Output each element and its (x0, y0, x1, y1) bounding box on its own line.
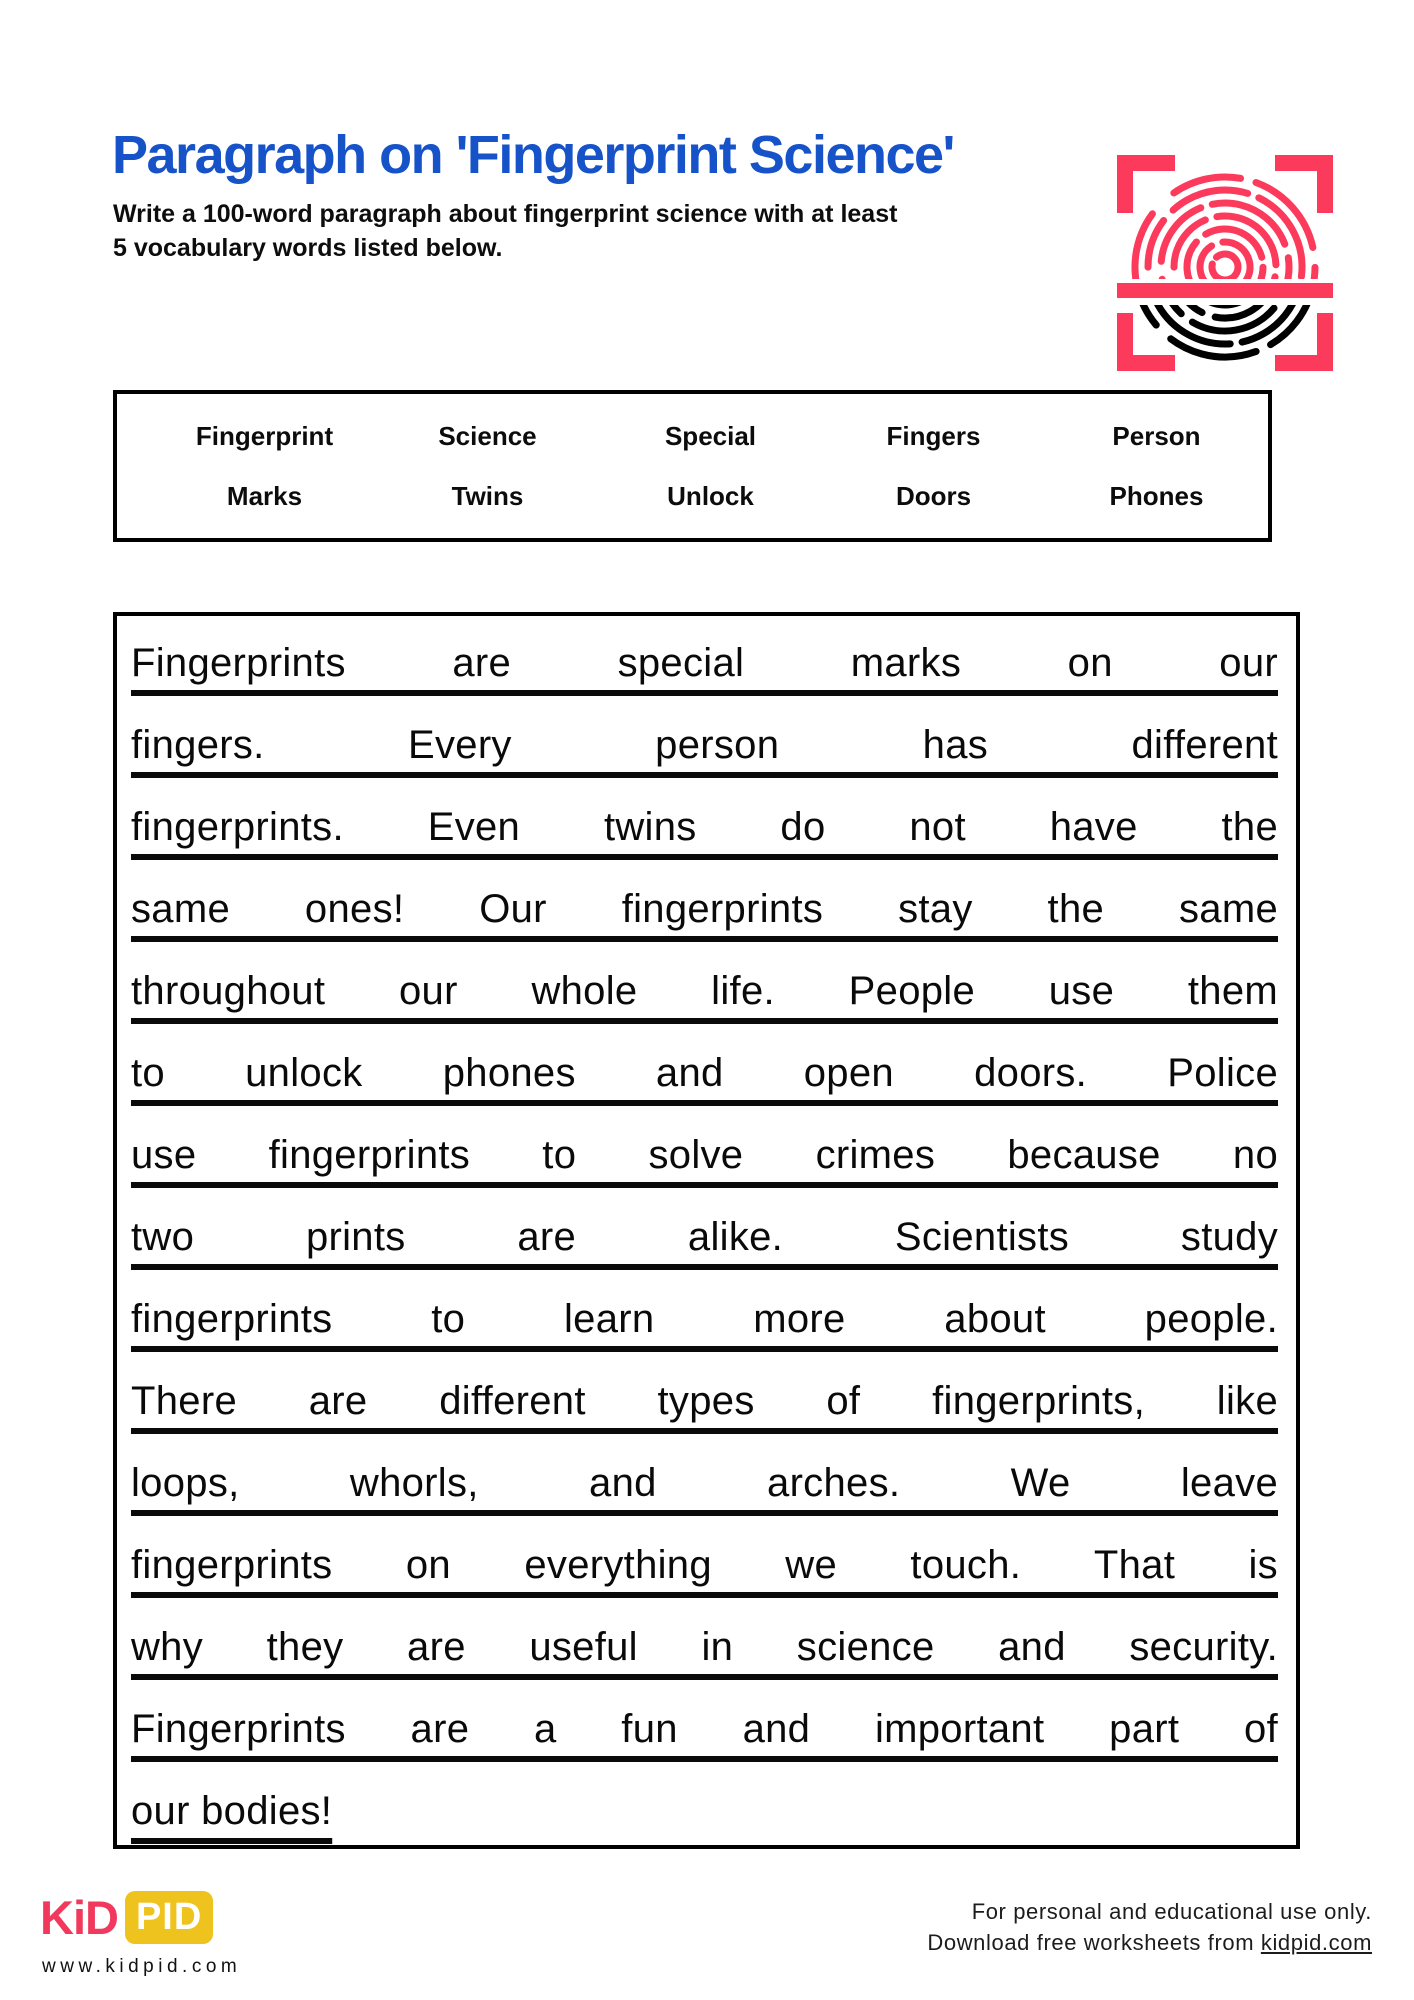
vocab-word: Marks (226, 480, 303, 511)
vocab-word: Person (1112, 420, 1201, 451)
paragraph-line: fingerprints. Even twins do not have the (131, 805, 1278, 849)
vocab-word: Phones (1109, 480, 1204, 511)
paragraph-line: Fingerprints are a fun and important part of (131, 1707, 1278, 1751)
paragraph-line: fingers. Every person has different (131, 723, 1278, 767)
vocab-word: Twins (451, 480, 524, 511)
vocab-word: Fingers (886, 420, 981, 451)
paragraph-line: why they are useful in science and security. (131, 1625, 1278, 1669)
usage-line-2 (927, 1927, 1372, 1958)
website-url: www.kidpid.com (42, 1956, 242, 1977)
fingerprint-top-half (1117, 157, 1333, 371)
paragraph-line: throughout our whole life. People use them (131, 969, 1278, 1013)
vocab-word: Unlock (667, 480, 754, 511)
paragraph-box (113, 612, 1300, 1849)
paragraph-line: There are different types of fingerprints, like (131, 1379, 1278, 1423)
vocab-word: Science (438, 420, 537, 451)
vocabulary-box (113, 390, 1272, 542)
page-title: Paragraph on 'Fingerprint Science' (112, 125, 954, 185)
usage-notice (927, 1896, 1372, 1958)
usage-line-2-prefix: Download free worksheets from (927, 1930, 1261, 1955)
fingerprint-scan-icon (1117, 155, 1333, 371)
paragraph-line: to unlock phones and open doors. Police (131, 1051, 1278, 1095)
instructions (113, 197, 933, 265)
vocab-word: Doors (895, 480, 972, 511)
paragraph-line: same ones! Our fingerprints stay the same (131, 887, 1278, 931)
paragraph-line: use fingerprints to solve crimes because no (131, 1133, 1278, 1177)
instructions-line-2: 5 vocabulary words listed below. (113, 234, 503, 262)
usage-line-1: For personal and educational use only. (971, 1899, 1372, 1924)
paragraph-line: our bodies! (131, 1789, 333, 1833)
instructions-line-1: Write a 100-word paragraph about fingerprint science with at least (113, 200, 898, 228)
scan-line (1117, 283, 1333, 298)
kidpid-logo (40, 1890, 213, 1945)
paragraph-line: loops, whorls, and arches. We leave (131, 1461, 1278, 1505)
paragraph-line: Fingerprints are special marks on our (131, 641, 1278, 685)
kidpid-link[interactable]: kidpid.com (1260, 1930, 1372, 1955)
paragraph-line: fingerprints on everything we touch. That is (131, 1543, 1278, 1587)
vocab-word: Special (664, 420, 757, 451)
logo-pid-badge: PID (125, 1891, 213, 1944)
paragraph-line: two prints are alike. Scientists study (131, 1215, 1278, 1259)
vocab-word: Fingerprint (195, 420, 334, 451)
logo-kid-text: KiD (40, 1891, 118, 1944)
paragraph-line: fingerprints to learn more about people. (131, 1297, 1278, 1341)
